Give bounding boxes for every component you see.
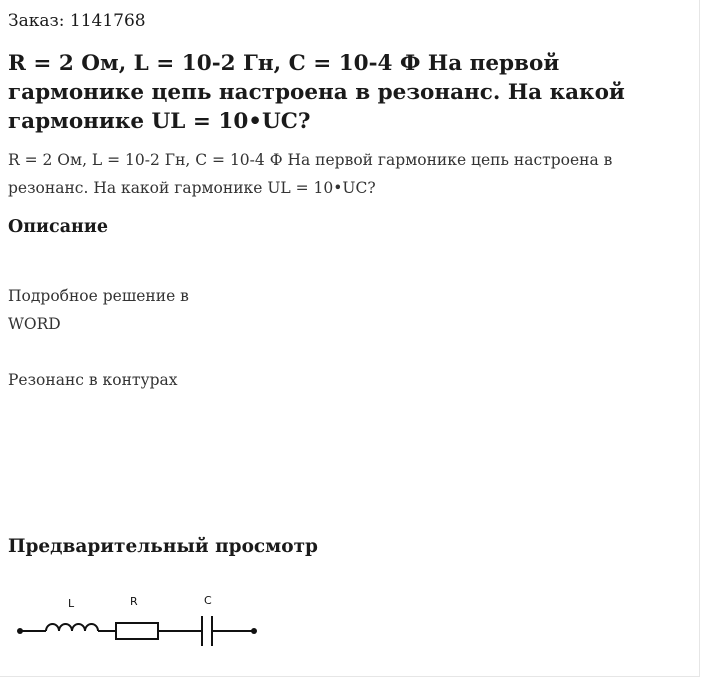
- description-heading: Описание: [8, 217, 108, 237]
- description-line-2: WORD: [8, 315, 61, 333]
- label-C: C: [204, 594, 212, 607]
- order-number: Заказ: 1141768: [8, 11, 146, 31]
- right-terminal: [251, 628, 257, 634]
- page-title: R = 2 Ом, L = 10-2 Гн, C = 10-4 Ф На первой гармонике цепь настроена в резонанс. На какой гармонике UL = 10•UC?: [8, 51, 625, 134]
- preview-heading: Предварительный просмотр: [8, 536, 318, 557]
- circuit-diagram: [0, 585, 280, 655]
- inductor-coil: [46, 624, 98, 631]
- resistor-box: [116, 623, 158, 639]
- label-R: R: [130, 595, 138, 608]
- label-L: L: [68, 597, 75, 610]
- topic-text: Резонанс в контурах: [8, 371, 178, 389]
- description-line-1: Подробное решение в: [8, 287, 189, 305]
- problem-text: R = 2 Ом, L = 10-2 Гн, C = 10-4 Ф На первой гармонике цепь настроена в резонанс. На какой гармонике UL = 10•UC?: [8, 151, 613, 197]
